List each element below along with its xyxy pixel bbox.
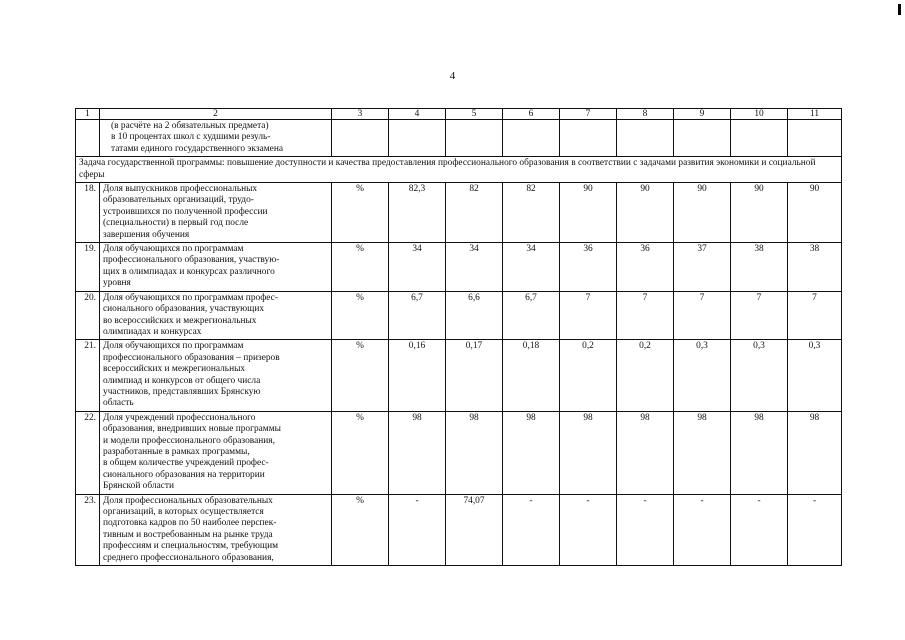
value-cell: 98 [446, 411, 503, 494]
value-cell: 7 [788, 291, 842, 340]
unit-cell: % [332, 291, 389, 340]
value-cell: 82,3 [389, 183, 446, 243]
empty-cell [617, 120, 674, 157]
empty-cell [674, 120, 731, 157]
value-cell: 82 [446, 183, 503, 243]
row-number: 19. [76, 243, 100, 292]
value-cell: - [617, 494, 674, 565]
value-cell: - [788, 494, 842, 565]
column-number: 9 [674, 109, 731, 120]
value-cell: 0,3 [731, 340, 788, 411]
value-cell: - [674, 494, 731, 565]
indicator-continuation-text: (в расчёте на 2 обязательных предмета) в 10 процентах школ с худшими резуль- татами единого государственного экзамена [111, 121, 283, 154]
empty-cell [503, 120, 560, 157]
value-cell: 98 [560, 411, 617, 494]
empty-cell [332, 120, 389, 157]
value-cell: 98 [617, 411, 674, 494]
value-cell: 37 [674, 243, 731, 292]
value-cell: 6,7 [389, 291, 446, 340]
empty-cell [788, 120, 842, 157]
column-number: 7 [560, 109, 617, 120]
row-number: 20. [76, 291, 100, 340]
program-task: Задача государственной программы: повышение доступности и качества предоставления профессионального образования в соответствии с задачами развития экономики и социальной сферы [76, 157, 842, 183]
value-cell: 34 [446, 243, 503, 292]
column-number: 6 [503, 109, 560, 120]
indicator-name: Доля профессиональных образовательных организаций, в которых осуществляется подготовка кадров по 50 наиболее перспек- тивным и востребованным на рынке труда профессиям и специальностям, требующим среднего профессионального образования, [100, 494, 332, 565]
value-cell: 0,18 [503, 340, 560, 411]
value-cell: 0,2 [560, 340, 617, 411]
value-cell: 98 [674, 411, 731, 494]
row-number: 23. [76, 494, 100, 565]
column-number: 3 [332, 109, 389, 120]
empty-cell [560, 120, 617, 157]
unit-cell: % [332, 340, 389, 411]
row-number: 21. [76, 340, 100, 411]
scan-edge-mark [898, 4, 901, 15]
value-cell: 34 [389, 243, 446, 292]
value-cell: 0,2 [617, 340, 674, 411]
unit-cell: % [332, 411, 389, 494]
indicator-name: Доля обучающихся по программам профес- сионального образования, участвующих во всероссийских и межрегиональных олимпиадах и конкурсах [100, 291, 332, 340]
value-cell: 82 [503, 183, 560, 243]
value-cell: 6,7 [503, 291, 560, 340]
column-number: 8 [617, 109, 674, 120]
row-number: 22. [76, 411, 100, 494]
value-cell: 38 [788, 243, 842, 292]
empty-cell [389, 120, 446, 157]
value-cell: 36 [617, 243, 674, 292]
task-row [76, 157, 842, 183]
table-row [76, 243, 842, 292]
value-cell: 90 [674, 183, 731, 243]
indicator-name: Доля учреждений профессионального образования, внедривших новые программы и модели профессионального образования, разработанные в рамках программы, в общем количестве учреждений профес- сионального образования на территории Брянской области [100, 411, 332, 494]
value-cell: 0,17 [446, 340, 503, 411]
indicator-name: Доля обучающихся по программам профессионального образования, участвую- щих в олимпиадах и конкурсах различного уровня [100, 243, 332, 292]
value-cell: 0,16 [389, 340, 446, 411]
value-cell: 0,3 [674, 340, 731, 411]
table-row [76, 340, 842, 411]
value-cell: 7 [674, 291, 731, 340]
value-cell: 7 [560, 291, 617, 340]
value-cell: 98 [389, 411, 446, 494]
value-cell: - [560, 494, 617, 565]
empty-cell [731, 120, 788, 157]
empty-cell [446, 120, 503, 157]
column-number: 1 [76, 109, 100, 120]
unit-cell: % [332, 243, 389, 292]
value-cell: 98 [788, 411, 842, 494]
value-cell: - [503, 494, 560, 565]
value-cell: - [731, 494, 788, 565]
row-number: 18. [76, 183, 100, 243]
value-cell: 7 [731, 291, 788, 340]
value-cell: 98 [731, 411, 788, 494]
empty-cell [76, 120, 100, 157]
value-cell: 98 [503, 411, 560, 494]
value-cell: 90 [617, 183, 674, 243]
column-number-row [76, 109, 842, 120]
column-number: 4 [389, 109, 446, 120]
value-cell: 36 [560, 243, 617, 292]
column-number: 10 [731, 109, 788, 120]
value-cell: 7 [617, 291, 674, 340]
column-number: 2 [100, 109, 332, 120]
column-number: 5 [446, 109, 503, 120]
value-cell: 90 [788, 183, 842, 243]
value-cell: 90 [560, 183, 617, 243]
table-row [76, 183, 842, 243]
column-number: 11 [788, 109, 842, 120]
indicator-name: Доля выпускников профессиональных образовательных организаций, трудо- устроившихся по полученной профессии (специальности) в первый год после завершения обучения [100, 183, 332, 243]
value-cell: 90 [731, 183, 788, 243]
continuation-row [76, 120, 842, 157]
value-cell: 38 [731, 243, 788, 292]
indicator-continuation [100, 120, 332, 157]
value-cell: 74,07 [446, 494, 503, 565]
value-cell: 34 [503, 243, 560, 292]
table-row [76, 494, 842, 565]
indicator-name: Доля обучающихся по программам профессионального образования – призеров всероссийских и межрегиональных олимпиад и конкурсов от общего числа участников, представлявших Брянскую область [100, 340, 332, 411]
value-cell: 6,6 [446, 291, 503, 340]
page-number: 4 [449, 70, 456, 82]
value-cell: - [389, 494, 446, 565]
unit-cell: % [332, 183, 389, 243]
value-cell: 0,3 [788, 340, 842, 411]
table-row [76, 291, 842, 340]
indicators-table [75, 108, 842, 566]
unit-cell: % [332, 494, 389, 565]
table-row [76, 411, 842, 494]
